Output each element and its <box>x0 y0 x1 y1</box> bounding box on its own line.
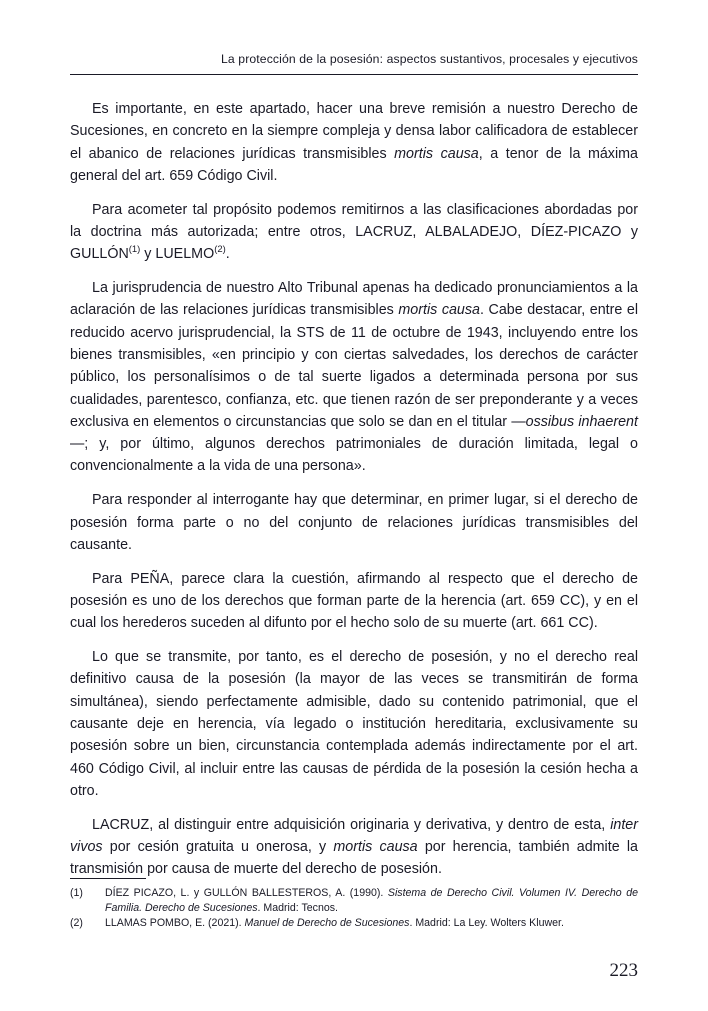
body-text-block <box>70 98 638 881</box>
paragraph-7-italic-1: inter vivos <box>70 816 638 855</box>
footnote-separator-rule <box>70 878 146 879</box>
paragraph-2-text-1: Para acometer tal propósito podemos remitirnos a las clasificaciones abordadas por la doctrina más autorizada; entre otros, LACRUZ, ALBALADEJO, DÍEZ-PICAZO y GULLÓN <box>70 201 638 263</box>
paragraph-7-text-3: por herencia, también admite la transmisión por causa de muerte del derecho de posesión. <box>70 838 638 878</box>
paragraph-1-text-1: Es importante, en este apartado, hacer una breve remisión a nuestro Derecho de Sucesiones, en concreto en la siempre compleja y densa labor calificadora de establecer el abanico de relaciones jurídicas transmisibles <box>70 101 638 162</box>
paragraph-7 <box>70 814 638 881</box>
paragraph-3 <box>70 277 638 478</box>
paragraph-3-text-1: La jurisprudencia de nuestro Alto Tribunal apenas ha dedicado pronunciamientos a la aclaración de las relaciones jurídicas transmisibles <box>70 280 638 319</box>
footnote-italic-1: Sistema de Derecho Civil. Volumen IV. Derecho de Familia. Derecho de Sucesiones <box>105 887 638 914</box>
footnote-ref-2[interactable]: (2) <box>214 243 226 255</box>
footnote-text-1: DÍEZ PICAZO, L. y GULLÓN BALLESTEROS, A. (1990). <box>105 887 388 899</box>
paragraph-1-italic-1: mortis causa <box>394 145 479 162</box>
footnote-marker: (2) <box>70 917 83 930</box>
paragraph-7-text-1: LACRUZ, al distinguir entre adquisición originaria y derivativa, y dentro de esta, <box>92 816 611 833</box>
footnote-italic-1: Manuel de Derecho de Sucesiones <box>244 917 410 930</box>
footnotes-block <box>70 886 638 932</box>
paragraph-2 <box>70 199 638 266</box>
footnote-text-2: . Madrid: Tecnos. <box>257 901 338 914</box>
footnote-item <box>70 916 638 931</box>
paragraph-7-text-2: por cesión gratuita u onerosa, y <box>102 838 334 855</box>
running-head-rule <box>70 74 638 75</box>
paragraph-3-text-3: —; y, por último, algunos derechos patrimoniales de duración limitada, legal o convencionalmente a la vida de una persona». <box>70 436 638 475</box>
paragraph-2-text-3: . <box>225 246 230 263</box>
paragraph-7-italic-2: mortis causa <box>333 838 418 855</box>
paragraph-5: Para PEÑA, parece clara la cuestión, afirmando al respecto que el derecho de posesión es uno de los derechos que forman parte de la herencia (art. 659 CC), y en el cual los herederos suceden al difunto por el hecho solo de su muerte (art. 661 CC). <box>70 570 638 632</box>
paragraph-3-text-2: . Cabe destacar, entre el reducido acervo jurisprudencial, la STS de 11 de octubre de 1943, incluyendo entre los bienes transmisibles, «en principio y con ciertas salvedades, los derechos de carácter público, los personalísimos o de tal suerte ligados a determinada persona por sus cualidades, parentesco, confianza, etc. que tienen razón de ser preponderante y a veces exclusiva en elementos o circunstancias que solo se dan en el titular — <box>70 302 638 430</box>
paragraph-3-italic-2: ossibus inhaerent <box>525 413 638 430</box>
paragraph-1-text-2: , a tenor de la máxima general del art. 659 Código Civil. <box>70 145 638 184</box>
footnote-marker: (1) <box>70 887 83 899</box>
footnote-text-2: . Madrid: La Ley. Wolters Kluwer. <box>409 917 564 930</box>
running-head: La protección de la posesión: aspectos sustantivos, procesales y ejecutivos <box>221 52 638 66</box>
paragraph-4: Para responder al interrogante hay que determinar, en primer lugar, si el derecho de posesión forma parte o no del conjunto de relaciones jurídicas transmisibles del causante. <box>70 492 638 553</box>
page-number: 223 <box>609 960 638 981</box>
footnote-ref-1[interactable]: (1) <box>128 243 141 255</box>
footnote-text-1: LLAMAS POMBO, E. (2021). <box>105 917 245 930</box>
paragraph-6: Lo que se transmite, por tanto, es el derecho de posesión, y no el derecho real definitivo causa de la posesión (la mayor de las veces se transmitirán de forma simultánea), siendo perfectamente admisible, dado su contenido patrimonial, que el causante deje en herencia, vía legado o institución hereditaria, exclusivamente su posesión sobre un bien, circunstancia contemplada además indirectamente por el art. 460 Código Civil, al incluir entre las causas de pérdida de la posesión la cesión hecha a otro. <box>70 649 638 799</box>
paragraph-1 <box>70 98 638 187</box>
paragraph-2-text-2: y LUELMO <box>140 246 215 263</box>
paragraph-3-italic-1: mortis causa <box>398 302 480 319</box>
footnote-item <box>70 886 638 915</box>
